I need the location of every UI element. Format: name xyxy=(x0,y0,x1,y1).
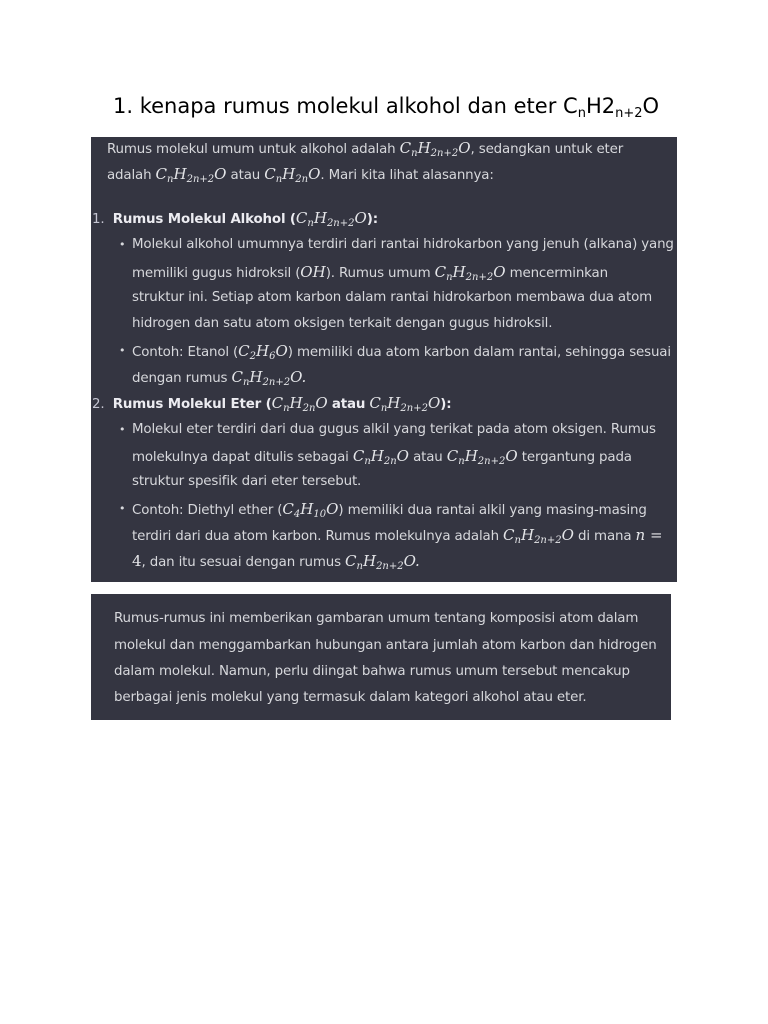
formula-cnh2n2o: $C_nH_{2n+2}O$ xyxy=(369,394,441,414)
s1b1-line-2: memiliki gugus hidroksil (OH). Rumus umum $C_nH_{2n+2}O$ mencerminkan xyxy=(132,263,608,283)
bullet-icon: • xyxy=(119,423,126,436)
s1b1-line-3: struktur ini. Setiap atom karbon dalam rantai hidrokarbon membawa dua atom xyxy=(132,290,653,305)
intro-line-2 xyxy=(107,163,494,191)
formula-four: 4 xyxy=(132,552,142,570)
bullet-icon: • xyxy=(119,344,126,357)
formula-oh: OH xyxy=(300,263,326,281)
s2b1-line-3: struktur spesifik dari eter tersebut. xyxy=(132,474,362,489)
intro-text-b: , sedangkan untuk eter xyxy=(470,142,624,157)
section-1-heading xyxy=(92,207,378,235)
section-1-title-end: ): xyxy=(366,212,378,227)
s2b2-line-3: 4, dan itu sesuai dengan rumus $C_nH_{2n+2}O$. xyxy=(132,552,420,572)
section-2-number: 2. xyxy=(92,397,105,412)
section-2-title-mid: atau xyxy=(331,397,366,412)
formula-cnh2n2o: $C_nH_{2n+2}O$ xyxy=(446,447,518,467)
s1b2-line-2: dengan rumus $C_nH_{2n+2}O$. xyxy=(132,368,307,388)
s2b1-line-2: molekulnya dapat ditulis sebagai $C_nH_{2n}O$ atau $C_nH_{2n+2}O$ tergantung pada xyxy=(132,447,632,467)
formula-cnh2no: $C_nH_{2n}O$ xyxy=(264,165,321,185)
summary-line-4: berbagai jenis molekul yang termasuk dalam kategori alkohol atau eter. xyxy=(114,690,587,705)
summary-panel xyxy=(91,594,671,720)
section-1-title: Rumus Molekul Alkohol ( xyxy=(112,212,296,227)
formula-cnh2no: $C_nH_{2n}O$ xyxy=(271,394,328,414)
intro-text-c: adalah xyxy=(107,168,152,183)
answer-panel xyxy=(91,137,677,582)
intro-text-d: atau xyxy=(230,168,261,183)
question-mid: H2 xyxy=(585,94,616,118)
formula-cnh2n2o: $C_nH_{2n+2}O$ xyxy=(399,139,471,159)
section-2-heading xyxy=(92,392,451,420)
formula-cnh2n2o: $C_nH_{2n+2}O$ xyxy=(295,209,367,229)
s1b1-line-1: Molekul alkohol umumnya terdiri dari rantai hidrokarbon yang jenuh (alkana) yang xyxy=(132,237,674,252)
intro-text-a: Rumus molekul umum untuk alkohol adalah xyxy=(107,142,396,157)
s1b2-line-1: Contoh: Etanol $(C_2H_6O)$ memiliki dua atom karbon dalam rantai, sehingga sesuai xyxy=(132,342,671,362)
question-sub-n: n xyxy=(577,106,586,121)
bullet-icon: • xyxy=(119,238,126,251)
formula-c4h10o: $C_4H_{10}O$ xyxy=(282,500,339,520)
question-sub-n2: n+2 xyxy=(615,106,643,121)
s2b2-line-1: Contoh: Diethyl ether $(C_4H_{10}O)$ memiliki dua rantai alkil yang masing-masing xyxy=(132,500,647,520)
summary-line-2: molekul dan menggambarkan hubungan antara jumlah atom karbon dan hidrogen xyxy=(114,638,657,653)
question-text: 1. kenapa rumus molekul alkohol dan eter C xyxy=(113,94,578,118)
section-2-title: Rumus Molekul Eter ( xyxy=(112,397,272,412)
formula-cnh2no: $C_nH_{2n}O$ xyxy=(352,447,409,467)
formula-cnh2n2o: $C_nH_{2n+2}O$ xyxy=(345,552,416,572)
summary-line-1: Rumus-rumus ini memberikan gambaran umum tentang komposisi atom dalam xyxy=(114,611,639,626)
s2b2-line-2: terdiri dari dua atom karbon. Rumus molekulnya adalah $C_nH_{2n+2}O$ di mana n = xyxy=(132,526,663,546)
formula-c2h6o: $C_2H_6O$ xyxy=(238,342,288,362)
formula-n-equals: n = xyxy=(635,526,663,544)
formula-cnh2n2o: $C_nH_{2n+2}O$ xyxy=(434,263,506,283)
s1b1-line-4: hidrogen dan satu atom oksigen terkait dengan gugus hidroksil. xyxy=(132,316,553,331)
formula-cnh2n2o: $C_nH_{2n+2}O$ xyxy=(231,368,302,388)
section-1-number: 1. xyxy=(92,212,105,227)
question-suffix: O xyxy=(642,94,660,118)
formula-cnh2n2o: $C_nH_{2n+2}O$ xyxy=(503,526,574,546)
summary-line-3: dalam molekul. Namun, perlu diingat bahwa rumus umum tersebut mencakup xyxy=(114,664,630,679)
formula-cnh2n2o: $C_nH_{2n+2}O$ xyxy=(155,165,227,185)
section-2-title-end: ): xyxy=(440,397,452,412)
s2b1-line-1: Molekul eter terdiri dari dua gugus alkil yang terikat pada atom oksigen. Rumus xyxy=(132,422,656,437)
bullet-icon: • xyxy=(119,502,126,515)
intro-text-e: . Mari kita lihat alasannya: xyxy=(320,168,494,183)
question-heading xyxy=(113,94,659,121)
intro-line-1 xyxy=(107,137,667,165)
